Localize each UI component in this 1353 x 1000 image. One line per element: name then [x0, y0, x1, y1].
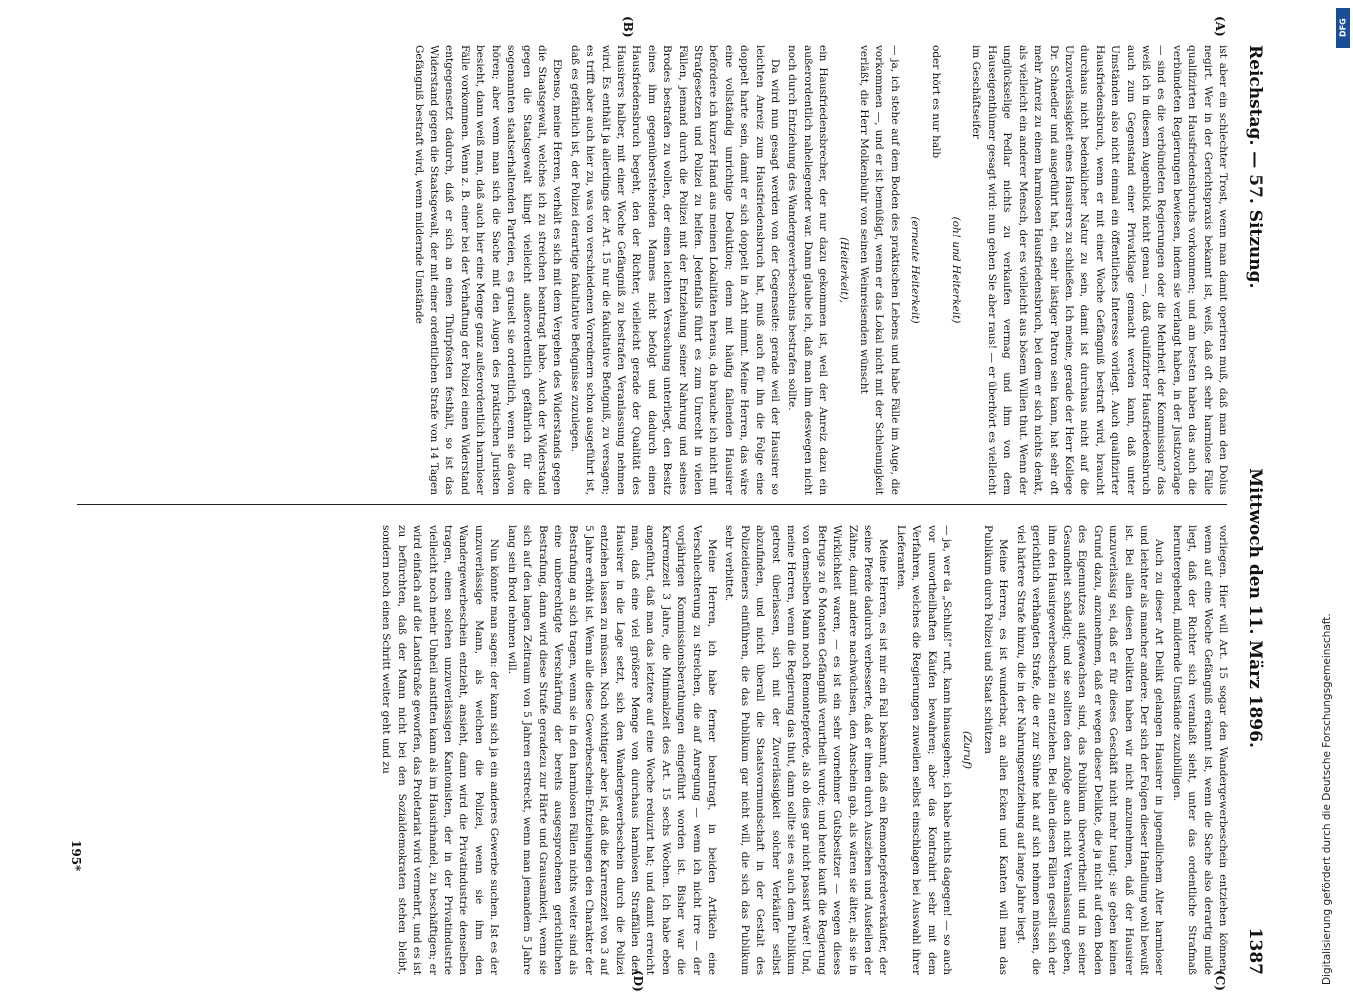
column-divider [77, 504, 1227, 505]
paragraph: Nun könnte man sagen: der kann sich ja ein anderes Gewerbe suchen. Ist es der unzuverlässige Mann, als welchen die Polizei, wenn sie ihm den Wandergewerbeschein entzieht, ansieht, dann wird die Privatindustrie denselben tragen, einen solchen unzuverlässigen Kantonisten, der in der Privatindustrie vielleicht noch mehr Unheil anstiften kann als im Hausirhandel, zu beschäftigen; er wird einfach auf die Landstraße geworfen, das Proletariat wird vermehrt, und es ist zu befürchten, daß der Mann nicht bei den Sozialdemokraten stehen bleibt, sondern noch einen Schritt weiter geht und zu [380, 525, 501, 975]
paragraph: Meine Herren, ich habe ferner beantragt, in beiden Artikeln eine Verschlechterung zu streichen, die auf Anregung — wenn ich nicht irre — der vorjährigen Kommissionsberathungen eingeführt worden ist. Bisher war die Karrenzzeit 3 Jahre, die Minimalzeit des Art. 15 sechs Wochen. Ich habe eben angeführt, daß man das letztere auf eine Woche reduzirt hat; und damit erreicht man, daß eine viel größere Menge von durchaus harmlosen Straffällen den Hausirer in die Lage setzt, sich den Wandergewerbeschein durch die Polizei entziehen lassen zu müssen. Noch wichtiger aber ist, daß die Karrenzzeit von 3 auf 5 Jahre erhöht ist. Wenn alle diese Gewerbeschein-Entziehungen den Charakter der Bestrafung an sich tragen, wenn sie in den harmlosen Fällen nichts weiter sind als eine unberechtigte Verschärfung der bereits ausgesprochenen gerichtlichen Bestrafung, dann wird diese Strafe geradezu zur Härte und Grausamkeit, wenn sie sich auf den langen Zeitraum von 5 Jahren erstreckt, wenn man jemandem 5 Jahre lang sein Brod nehmen will. [505, 525, 718, 975]
paragraph: — ja, wer da „Schluß!“ ruft, kann hinausgehen; ich habe nichts dagegen! — so auch vor unvortheilhaften Käufen bewahren; aber das Kontrahirt sehr mit dem Verfahren, welches die Regierungen zuweilen selbst einschlagen bei Auswahl ihrer Lieferanten. [894, 525, 954, 975]
margin-marker-d: (D) [631, 970, 645, 992]
paragraph: Meine Herren, es ist mir ein Fall bekannt, daß ein Remontepferdeverkäufer, der seine Pferde dadurch verbesserte, daß er ihnen durch Ausziehen und Ausfeilen der Zähne, damit andere nachwüchsen, den Anschein gab, als wären sie älter, als sie in Wirklichkeit waren, — es ist ein sehr vornehmer Gutsbesitzer — wegen dieses Betrugs zu 6 Monaten Gefängniß verurtheilt wurde; und heute kauft die Regierung von demselben Mann noch Remontepferde, als ob dies gar nicht passirt wäre! Und, meine Herren, wenn die Regierung das thut, dann sollte sie es auch dem Publikum getrost überlassen, sich mit der Zuverlässigkeit solcher Verkäufer selbst abzufinden, und nicht überall die Staatsvormundschaft in der Gestalt des Polizeidieners einführen, die das Publikum gar nicht will, die sich das Publikum sehr verbittet. [723, 525, 890, 975]
stage-direction: (oh! und Heiterkeit) [950, 216, 963, 324]
margin-marker-c: (C) [1213, 970, 1227, 991]
paragraph: oder hört es nur halb [929, 45, 942, 159]
funding-note [1320, 155, 1353, 985]
margin-marker-a: (A) [1213, 16, 1227, 37]
paragraph: ein Hausfriedensbrecher, der nur dazu gekommen ist, weil der Anreiz dazu ein außerordentlich naheliegender war. Dann glaube ich, daß man ihm deswegen nicht noch durch Entziehung des Wandergewerbescheins bestrafen sollte. [786, 45, 830, 495]
left-column [70, 45, 1230, 495]
right-column [70, 525, 1230, 975]
paragraph: Ebenso, meine Herren, verhält es sich mit dem Vergehen des Widerstands gegen die Staatsgewalt, welches ich zu streichen beantragt habe. Auch der Widerstand gegen die Staatsgewalt klingt vielleicht außerordentlich gefährlich für die sogenannten staatserhaltenden Parteien, es gruselt sie ordentlich, wenn sie davon hören; aber wenn man sich die Sache mit den Augen des praktischen Juristen besieht, dann weiß man, daß auch hier eine Menge ganz außerordentlich harmloser Fälle vorkommen. Wenn z. B. einer bei der Verhaftung der Polizei einen Widerstand entgegensetzt dadurch, daß er sich an einen Thürpfosten festhält, so ist das Widerstand gegen die Staatsgewalt, der mit einer ordentlichen Strafe von 14 Tagen Gefängniß bestraft wird, wenn mildernde Umstände [412, 45, 564, 495]
page-content [60, 10, 1275, 1000]
paragraph: Da wird nun gesagt werden von der Gegenseite: gerade weil der Hausirer so leichten Anreiz zum Hausfriedensbruch hat, muß auch für ihn die Folge eine doppelt harte sein, damit er sich doppelt in Acht nimmt. Meine Herren, das wäre eine vollständig unrichtige Deduktion; denn mit häufig fallenden Hausirer befördere ich kurzer Hand aus meinen Lokalitäten heraus, da brauche ich nicht mit Strafgesetzen und Polizei zu helfen. Jedenfalls führt es zum Unrecht in vielen Fällen, jemand durch die Polizei mit der Entziehung seiner Nahrung und seines Brodes bestrafen zu wollen, der einen leichten Versuchung unterliegt, den Besitz eines ihm gegenüberstehenden Mannes nicht befolgt und dadurch einen Hausfriedensbruch begeht, den der Richter, vielleicht gerade der Qualität des Hausirers halber, mit einer Woche Gefängniß zu bestrafen Veranlassung nehmen wird. Es enthält ja allerdings der Art. 15 nur die fakultative Befugniß, zu versagen; es trifft aber auch hier zu, was von verschiedenen Vorrednern schon ausgeführt ist, daß es gefährlich ist, der Polizei derartige fakultative Befugnisse zuzulegen. [568, 45, 782, 495]
paragraph: — ja, ich stehe auf dem Boden des praktischen Lebens und habe Fälle im Auge, die vorkommen —, und er ist bemüßigt, wenn er das Lokal nicht mit der Schleunigkeit verläßt, die Herr Molkenbuhr von seinen Weinreisenden wünscht [858, 45, 901, 495]
paragraph: vorliegen. Hier will Art. 15 sogar den Wandergewerbeschein entziehen können, wenn auf eine Woche Gefängniß erkannt ist, wenn die Sache also derartig milde liegt, daß der Richter sich veranlaßt sieht, unter das ordentliche Strafmaß heruntergehend, mildernde Umstände zuzubilligen. [1170, 525, 1229, 975]
header-date: Mittwoch den 11. März 1896. [1245, 468, 1265, 748]
page-number: 1387 [1245, 927, 1265, 975]
stage-direction: (erneute Heiterkeit) [909, 216, 922, 324]
paragraph: Meine Herren, es ist wunderbar, an allen Ecken und Kanten will man das Publikum durch Polizei und Staat schützen [981, 525, 1010, 975]
funding-note-text: Digitalisierung gefördert durch die Deutsche Forschungsgemeinschaft. [1321, 613, 1333, 985]
dfg-logo: DFG [1336, 8, 1350, 48]
stage-direction: (Zuruf) [961, 731, 974, 769]
header-left: Reichstag. — 57. Sitzung. [1245, 45, 1265, 289]
page-header [1235, 45, 1275, 975]
paragraph: ist aber ein schlechter Trost, wenn man damit operiren muß, daß man den Dolus negirt. Wer in der Gerichtspraxis bekannt ist, weiß, daß oft sehr harmlose Fälle qualifizirten Hausfriedensbruchs vorkommen; und am besten haben das auch die verbündeten Regierungen bewiesen, indem sie verlangt haben, in der Justizvorlage — sind es die verbündeten Regierungen oder die Mehrheit der Kommission? das weiß ich in diesem Augenblick nicht genau —, daß qualifizirter Hausfriedensbruch auch zum Gegenstand einer Privatklage gemacht werden kann, daß unter Umständen also nicht einmal ein öffentliches Interesse vorliegt. Auch qualifizirter Hausfriedensbruch, wenn er mit einer Woche Gefängniß bestraft wird, braucht durchaus nicht bedenklicher Natur zu sein, damit ist durchaus nicht auf die Unzuverlässigkeit eines Hausirers zu schließen. Ich meine, gerade der Herr Kollege Dr. Schaedler und ausgeführt hat, ein sehr lästiger Patron sein kann, hat sehr oft mehr Anreiz zu einem harmlosen Hausfriedensbruch, bei dem er sich nichts denkt, als vielleicht ein anderer Mensch, der es vielleicht aus bösem Willen thut. Wenn der unglückselige Pedlar nichts zu verkaufen vermag und ihm von dem Hauseigenthümer gesagt wird: nun gehen Sie aber raus! — er überhört es vielleicht im Geschäftseifer [970, 45, 1229, 495]
signature-mark: 195* [69, 840, 83, 872]
paragraph: Auch zu dieser Art Delikt gelangen Hausirer in jugendlichem Alter harmloser und leichter als mancher andere. Der sich der Folgen dieser Handlung wohl bewußt ist. Bei allen diesen Delikten haben wir nicht anzunehmen, daß der Hausirer unzuverlässig sei, daß er für dieses Geschäft nicht mehr taugt; sie geben keinen Grund dazu, anzunehmen, daß er wegen dieser Delikte, die ja nicht auf dem Boden des Eigennutzes aufgewachsen sind, das Publikum überwortheilt und in seiner Gesundheit schädigt; und sie sollten den zufolge auch nicht Veranlassung geben, ihm den Hausirgewerbeschein zu entziehen. Bei allen diesen Fällen gesellt sich der gerichtlich verhängten Strafe, die er zur Sühne hat auf sich nehmen müssen, die viel härtere Strafe hinzu, die in der Nahrungsentziehung auf lange Jahre liegt. [1014, 525, 1166, 975]
stage-direction: (Heiterkeit), [837, 237, 850, 303]
margin-marker-b: (B) [621, 16, 635, 38]
